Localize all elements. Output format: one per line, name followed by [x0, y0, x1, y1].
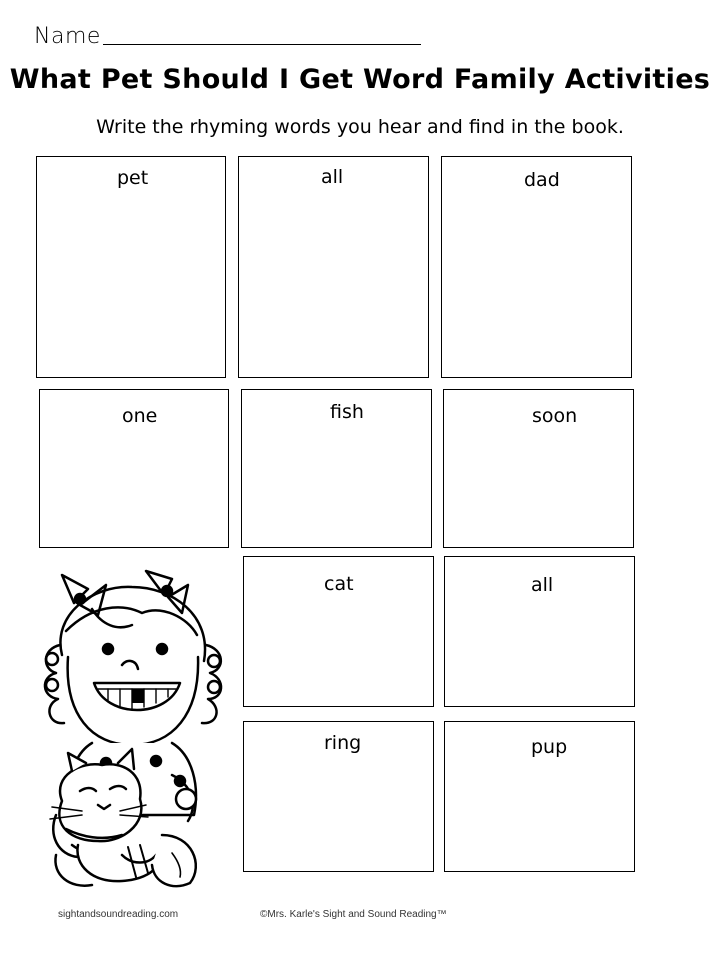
word-box-soon[interactable]	[443, 389, 634, 548]
girl-with-cat-illustration	[22, 565, 242, 895]
footer-website: sightandsoundreading.com	[58, 909, 179, 920]
worksheet-instruction: Write the rhyming words you hear and find in the book.	[96, 116, 624, 138]
worksheet-title: What Pet Should I Get Word Family Activities	[9, 64, 711, 95]
word-box-pup[interactable]	[444, 721, 635, 872]
word-family-label: soon	[532, 405, 578, 427]
word-box-all-2[interactable]	[444, 556, 635, 707]
word-family-label: all	[531, 574, 554, 596]
word-box-dad[interactable]	[441, 156, 632, 378]
word-family-label: pet	[117, 167, 149, 189]
word-family-label: one	[122, 405, 158, 427]
name-row	[34, 24, 421, 49]
word-family-label: fish	[330, 401, 364, 423]
word-box-fish[interactable]	[241, 389, 432, 548]
word-box-pet[interactable]	[36, 156, 226, 378]
word-box-ring[interactable]	[243, 721, 434, 872]
word-family-label: dad	[524, 169, 560, 191]
name-write-line[interactable]	[103, 43, 421, 45]
word-family-label: cat	[324, 573, 354, 595]
name-label: Name	[34, 24, 101, 49]
footer-copyright: ©Mrs. Karle's Sight and Sound Reading™	[260, 909, 447, 920]
word-family-label: ring	[324, 732, 362, 754]
word-family-label: pup	[531, 736, 568, 758]
word-box-cat[interactable]	[243, 556, 434, 707]
word-family-label: all	[321, 166, 344, 188]
word-box-one[interactable]	[39, 389, 229, 548]
word-box-all[interactable]	[238, 156, 429, 378]
